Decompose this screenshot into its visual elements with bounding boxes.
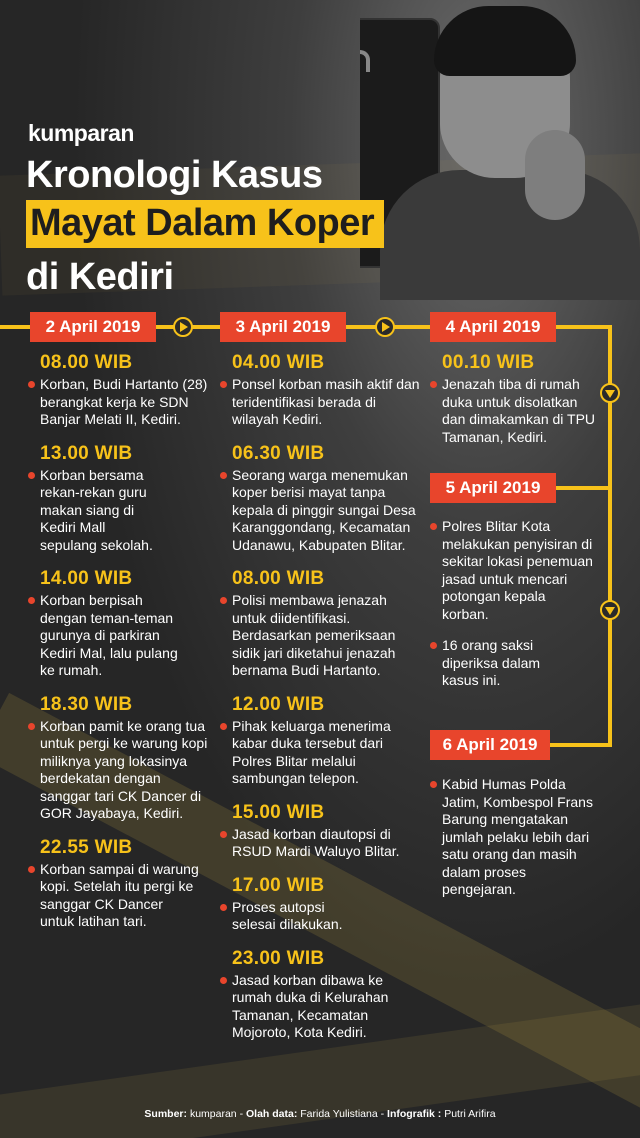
timeline-event bbox=[220, 694, 420, 788]
timeline-event bbox=[28, 568, 208, 680]
timeline-connector bbox=[550, 743, 612, 747]
timeline-event bbox=[28, 837, 208, 931]
source-value: kumparan bbox=[189, 1108, 237, 1120]
timeline-column-5-april bbox=[430, 516, 595, 690]
timeline-column-4-april bbox=[430, 352, 600, 446]
arrow-right-icon bbox=[375, 317, 395, 337]
timeline-connector bbox=[555, 486, 612, 490]
timeline-event bbox=[430, 352, 600, 446]
event-time: 00.10 WIB bbox=[442, 352, 535, 373]
bullet-icon bbox=[430, 523, 437, 530]
victim-body bbox=[380, 170, 640, 300]
event-time: 12.00 WIB bbox=[232, 693, 325, 715]
bullet-icon bbox=[430, 642, 437, 649]
timeline-event bbox=[430, 637, 595, 690]
event-time: 22.55 WIB bbox=[40, 836, 133, 858]
event-description: Korban, Budi Hartanto (28) berangkat kerja ke SDN Banjar Melati II, Kediri. bbox=[40, 376, 208, 429]
event-description: Seorang warga menemukan koper berisi mayat tanpa kepala di pinggir sungai Desa Karanggondang, Kecamatan Udanawu, Kabupaten Blitar. bbox=[232, 467, 420, 555]
event-time: 08.00 WIB bbox=[40, 352, 133, 373]
bullet-icon bbox=[28, 866, 35, 873]
timeline-column-6-april bbox=[430, 774, 600, 899]
event-description: Polisi membawa jenazah untuk diidentifikasi. Berdasarkan pemeriksaan sidik jari diketahui jenazah bernama Budi Hartanto. bbox=[232, 592, 420, 680]
timeline-event bbox=[220, 802, 420, 861]
arrow-down-icon bbox=[600, 383, 620, 403]
title-line-3: di Kediri bbox=[26, 256, 174, 298]
event-time: 08.00 WIB bbox=[232, 568, 325, 589]
event-description: 16 orang saksi diperiksa dalam kasus ini. bbox=[442, 637, 562, 690]
timeline-column-3-april bbox=[220, 352, 420, 1042]
event-time: 04.00 WIB bbox=[232, 352, 325, 373]
victim-photo bbox=[360, 0, 640, 300]
event-description: Pihak keluarga menerima kabar duka tersebut dari Polres Blitar melalui sambungan telepon. bbox=[232, 718, 420, 788]
event-time: 06.30 WIB bbox=[232, 442, 325, 464]
bullet-icon bbox=[220, 977, 227, 984]
event-time: 14.00 WIB bbox=[40, 568, 133, 589]
event-description: Kabid Humas Polda Jatim, Kombespol Frans Barung mengatakan jumlah pelaku lebih dari satu orang dan masih dalam proses pengejaran. bbox=[442, 776, 600, 899]
date-box-5-april: 5 April 2019 bbox=[430, 473, 556, 503]
timeline-column-2-april bbox=[28, 352, 208, 931]
victim-hair bbox=[434, 6, 576, 76]
data-label: Olah data: bbox=[245, 1108, 298, 1120]
infographic-value: Putri Arifira bbox=[444, 1108, 496, 1120]
credits-footer bbox=[0, 1108, 640, 1120]
event-description: Korban bersama rekan-rekan guru makan siang di Kediri Mall sepulang sekolah. bbox=[40, 467, 160, 555]
bullet-icon bbox=[220, 597, 227, 604]
bullet-icon bbox=[430, 381, 437, 388]
bullet-icon bbox=[220, 723, 227, 730]
bullet-icon bbox=[28, 597, 35, 604]
event-description: Korban sampai di warung kopi. Setelah itu pergi ke sanggar CK Dancer untuk latihan tari. bbox=[40, 861, 200, 931]
separator: - bbox=[380, 1108, 385, 1120]
timeline-event bbox=[220, 568, 420, 680]
data-value: Farida Yulistiana bbox=[300, 1108, 378, 1120]
bullet-icon bbox=[28, 381, 35, 388]
date-box-2-april: 2 April 2019 bbox=[30, 312, 156, 342]
arrow-down-icon bbox=[600, 600, 620, 620]
timeline-event bbox=[430, 776, 600, 899]
timeline-event bbox=[220, 875, 420, 934]
timeline-event bbox=[28, 694, 208, 823]
event-description: Korban pamit ke orang tua untuk pergi ke warung kopi miliknya yang lokasinya berdekatan dengan sanggar tari CK Dancer di GOR Jayabaya, Kediri. bbox=[40, 718, 208, 823]
date-box-4-april: 4 April 2019 bbox=[430, 312, 556, 342]
title-line-1: Kronologi Kasus bbox=[26, 154, 323, 196]
separator: - bbox=[239, 1108, 244, 1120]
timeline-event bbox=[220, 352, 420, 429]
bullet-icon bbox=[430, 781, 437, 788]
source-label: Sumber: bbox=[144, 1108, 188, 1120]
victim-hand bbox=[525, 130, 585, 220]
bullet-icon bbox=[220, 831, 227, 838]
infographic-label: Infografik : bbox=[387, 1108, 442, 1120]
timeline-event bbox=[220, 948, 420, 1042]
event-description: Ponsel korban masih aktif dan teridentifikasi berada di wilayah Kediri. bbox=[232, 376, 420, 429]
event-description: Jenazah tiba di rumah duka untuk disolatkan dan dimakamkan di TPU Tamanan, Kediri. bbox=[442, 376, 600, 446]
timeline-event bbox=[28, 443, 208, 555]
event-time: 17.00 WIB bbox=[232, 874, 325, 896]
bullet-icon bbox=[28, 723, 35, 730]
timeline-event bbox=[220, 443, 420, 555]
event-description: Polres Blitar Kota melakukan penyisiran di sekitar lokasi penemuan jasad untuk mencari potongan kepala korban. bbox=[442, 518, 595, 623]
event-time: 23.00 WIB bbox=[232, 947, 325, 969]
bullet-icon bbox=[28, 472, 35, 479]
timeline-event bbox=[430, 518, 595, 623]
bullet-icon bbox=[220, 904, 227, 911]
event-description: Jasad korban diautopsi di RSUD Mardi Waluyo Blitar. bbox=[232, 826, 420, 861]
event-description: Korban berpisah dengan teman-teman gurunya di parkiran Kediri Mal, lalu pulang ke rumah. bbox=[40, 592, 180, 680]
arrow-right-icon bbox=[173, 317, 193, 337]
event-description: Proses autopsi selesai dilakukan. bbox=[232, 899, 362, 934]
date-box-6-april: 6 April 2019 bbox=[430, 730, 550, 760]
event-time: 15.00 WIB bbox=[232, 801, 325, 823]
event-description: Jasad korban dibawa ke rumah duka di Kelurahan Tamanan, Kecamatan Mojoroto, Kota Kediri. bbox=[232, 972, 420, 1042]
bullet-icon bbox=[220, 381, 227, 388]
title-line-2: Mayat Dalam Koper bbox=[26, 200, 384, 248]
date-box-3-april: 3 April 2019 bbox=[220, 312, 346, 342]
timeline-event bbox=[28, 352, 208, 429]
brand-logo: kumparan bbox=[28, 120, 134, 146]
bullet-icon bbox=[220, 472, 227, 479]
event-time: 13.00 WIB bbox=[40, 442, 133, 464]
event-time: 18.30 WIB bbox=[40, 693, 133, 715]
